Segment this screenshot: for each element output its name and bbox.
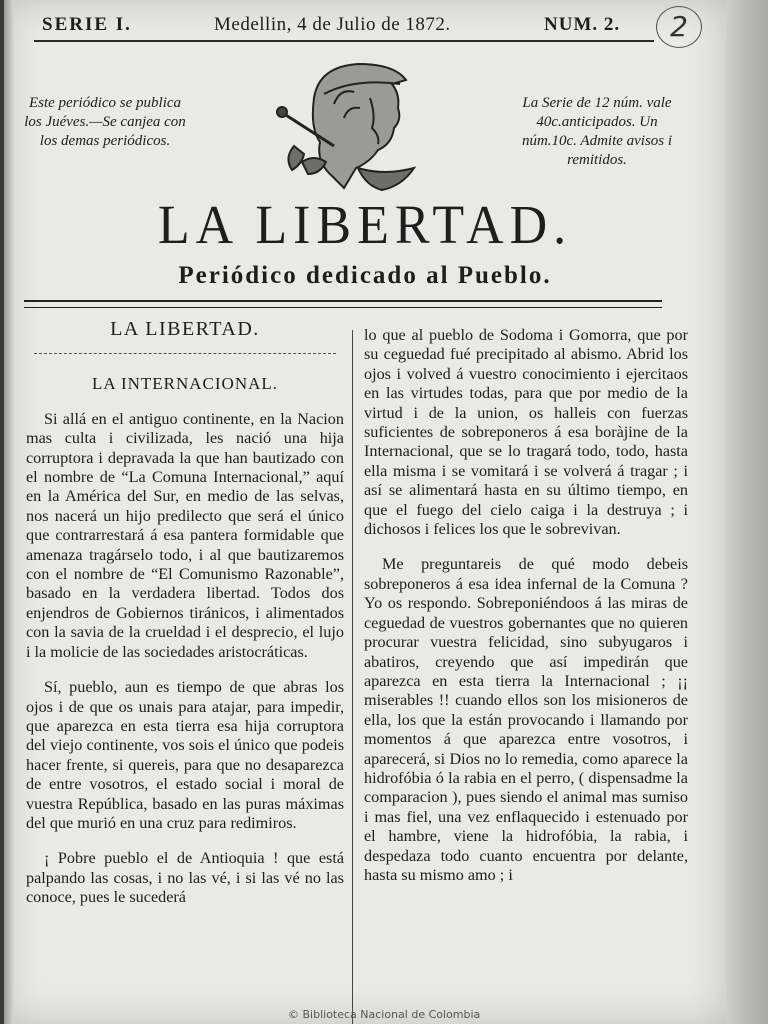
paper-edge-right <box>726 0 768 1024</box>
pricing-note: La Serie de 12 núm. vale 40c.anticipados. Un núm.10c. Admite avisos i remitidos. <box>521 95 673 168</box>
liberty-head-emblem-icon <box>274 58 424 198</box>
section-heading: LA LIBERTAD. <box>110 318 260 340</box>
masthead-rule <box>24 300 662 308</box>
handwritten-number: 2 <box>656 6 702 48</box>
section-divider <box>34 347 336 354</box>
masthead-subtitle: Periódico dedicado al Pueblo. <box>178 262 552 289</box>
serie-label: SERIE I. <box>42 14 132 35</box>
paper-edge-left <box>4 0 14 1024</box>
publication-note: Este periódico se publica los Juéves.—Se canjea con los demas periódicos. <box>24 95 186 149</box>
paragraph: Me preguntareis de qué modo debeis sobreponeros á esa idea infernal de la Comuna ? Yo os respondo. Sobreponiéndoos á las miras de ceguedad de vuestros gobernantes que no quieren procurar vuestra felicidad, sino subyugaros i abatiros, creyendo que así impedirán que aparezca en esta tierra la Internacional ; ¡¡ miserables !! cuando ellos son los misioneros de ella, los que la están provocando i llamando por momentos á que aparezca entre vosotros, i aparecerá, si Dios no lo remedia, como aparece la hidrofóbia ó la rabia en el perro, ( dispensadme la comparacion ), pues siendo el animal mas sumiso i mas fiel, una vez enflaquecido i estenuado por el hambre, viene la hidrofóbia, la rabia, i despedaza todo cuanto encuentra por delante, hasta su mismo amo ; i <box>364 555 688 884</box>
paragraph: lo que al pueblo de Sodoma i Gomorra, que por su ceguedad fué precipitado al abismo. Abrid los ojos i volved á vuestro conocimiento i ejercitaos en las virtudes todas, para que por medio de la virtud i de la union, os halleis con fuerzas suficientes de sobreponeros á esa boràjine de la Internacional, que se lo tragará todo, todo, hasta ella misma i se vomitará i se volverá á tragar ; i así se alimentará hasta en su último tiempo, en que el fuego del cielo caiga i la destruya ; i dichosos i felices los que le sobrevivan. <box>364 326 688 539</box>
article-column-left <box>26 320 344 908</box>
paragraph: Sí, pueblo, aun es tiempo de que abras los ojos i de que os unais para atajar, para impedir, que aparezca en esta tierra esa hija corruptora del viejo continente, vos sois el único que podeis hacer frente, si quereis, para que no desaparezca de entre vosotros, el estado social i moral de vuestra República, basado en las puras máximas del que murió en una cruz para redimiros. <box>26 678 344 832</box>
article-column-right <box>364 326 688 885</box>
issue-number: NUM. 2. <box>544 14 621 35</box>
newspaper-page <box>4 0 726 1024</box>
top-rule <box>34 40 654 42</box>
paragraph: ¡ Pobre pueblo el de Antioquia ! que está palpando las cosas, i no las vé, i si las vé no las conoce, pues le sucederá <box>26 849 344 907</box>
paragraph: Si allá en el antiguo continente, en la Nacion mas culta i civilizada, les nació una hija corruptora i depravada la que han bautizado con el nombre de “La Comuna Internacional,” aquí en la América del Sur, en medio de las selvas, nos nacerá un hijo predilecto que será el único que contrarrestará á esa pantera formidable que amenaza tragárselo todo, i al que bautizaremos con el nombre de “El Comunismo Razonable”, basado en la verdadera libertad. Todos dos enjendros de Gobiernos tiránicos, i alimentados con la savia de la crueldad i el desprecio, el lujo i la molicie de las sociedades aristocráticas. <box>26 409 344 661</box>
article-heading: LA INTERNACIONAL. <box>91 374 279 394</box>
column-divider <box>352 330 353 1024</box>
issue-date: Medellin, 4 de Julio de 1872. <box>214 14 451 35</box>
masthead-title: LA LIBERTAD. <box>157 195 573 256</box>
library-credit: © Biblioteca Nacional de Colombia <box>288 1008 481 1021</box>
dateline <box>34 8 654 40</box>
